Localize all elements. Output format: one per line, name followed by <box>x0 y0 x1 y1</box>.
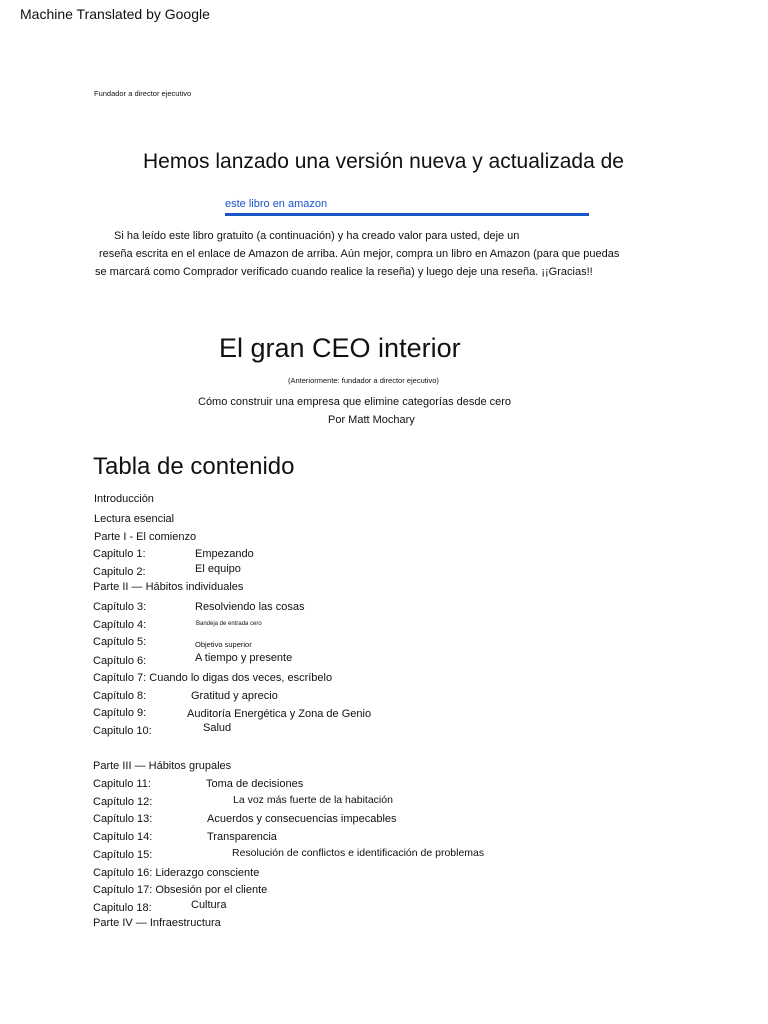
toc-ch7: Capítulo 7: Cuando lo digas dos veces, escríbelo <box>93 672 333 684</box>
toc-ch3-num: Capítulo 3: <box>93 601 147 613</box>
header-small-title: Fundador a director ejecutivo <box>94 89 192 98</box>
book-author: Por Matt Mochary <box>328 414 415 426</box>
toc-ch14-num: Capítulo 14: <box>93 831 153 843</box>
toc-ch16: Capítulo 16: Liderazgo consciente <box>93 867 260 879</box>
toc-ch13-num: Capítulo 13: <box>93 813 153 825</box>
toc-intro: Introducción <box>94 493 154 505</box>
toc-ch10-title: Salud <box>203 722 232 734</box>
toc-part-1: Parte I - El comienzo <box>94 531 197 543</box>
toc-ch10-num: Capitulo 10: <box>93 725 152 737</box>
toc-ch4-title: Bandeja de entrada cero <box>196 621 262 627</box>
toc-ch18-num: Capitulo 18: <box>93 902 152 914</box>
toc-ch14-title: Transparencia <box>207 831 277 843</box>
toc-ch11-title: Toma de decisiones <box>206 778 304 790</box>
link-underline <box>225 213 589 216</box>
toc-ch1-title: Empezando <box>195 548 254 560</box>
toc-part-3: Parte III — Hábitos grupales <box>93 760 232 772</box>
amazon-link[interactable]: este libro en amazon <box>225 198 328 210</box>
toc-ch17: Capítulo 17: Obsesión por el cliente <box>93 884 268 896</box>
toc-heading: Tabla de contenido <box>93 453 295 480</box>
toc-ch2-title: El equipo <box>195 563 241 575</box>
toc-ch8-num: Capítulo 8: <box>93 690 147 702</box>
promo-line-3: se marcará como Comprador verificado cuando realice la reseña) y luego deje una reseña. ¡¡Gracias!! <box>95 266 593 278</box>
toc-ch13-title: Acuerdos y consecuencias impecables <box>207 813 397 825</box>
promo-heading: Hemos lanzado una versión nueva y actualizada de <box>143 150 624 173</box>
toc-part-2: Parte II — Hábitos individuales <box>93 581 244 593</box>
book-formerly: (Anteriormente: fundador a director ejecutivo) <box>288 376 439 385</box>
toc-ch11-num: Capitulo 11: <box>93 778 151 790</box>
toc-essential: Lectura esencial <box>94 513 175 525</box>
toc-ch1-num: Capitulo 1: <box>93 548 146 560</box>
toc-ch2-num: Capitulo 2: <box>93 566 146 578</box>
promo-line-1: Si ha leído este libro gratuito (a continuación) y ha creado valor para usted, deje un <box>114 230 520 242</box>
toc-ch18-title: Cultura <box>191 899 227 911</box>
toc-ch3-title: Resolviendo las cosas <box>195 601 305 613</box>
book-title: El gran CEO interior <box>219 333 461 363</box>
toc-ch5-num: Capítulo 5: <box>93 636 147 648</box>
toc-ch5-title: Objetivo superior <box>195 640 252 649</box>
toc-ch6-num: Capítulo 6: <box>93 655 147 667</box>
toc-ch9-num: Capítulo 9: <box>93 707 147 719</box>
toc-ch12-num: Capítulo 12: <box>93 796 153 808</box>
toc-ch4-num: Capítulo 4: <box>93 619 147 631</box>
toc-ch9-title: Auditoría Energética y Zona de Genio <box>187 708 372 720</box>
toc-ch12-title: La voz más fuerte de la habitación <box>233 794 393 806</box>
book-subtitle: Cómo construir una empresa que elimine categorías desde cero <box>198 396 512 408</box>
toc-ch8-title: Gratitud y aprecio <box>191 690 278 702</box>
machine-translated-banner: Machine Translated by Google <box>20 6 210 22</box>
toc-ch6-title: A tiempo y presente <box>195 652 293 664</box>
toc-ch15-title: Resolución de conflictos e identificación de problemas <box>232 847 485 859</box>
toc-part-4: Parte IV — Infraestructura <box>93 917 221 929</box>
toc-ch15-num: Capítulo 15: <box>93 849 153 861</box>
promo-line-2: reseña escrita en el enlace de Amazon de arriba. Aún mejor, compra un libro en Amazon (para que puedas <box>99 248 620 260</box>
